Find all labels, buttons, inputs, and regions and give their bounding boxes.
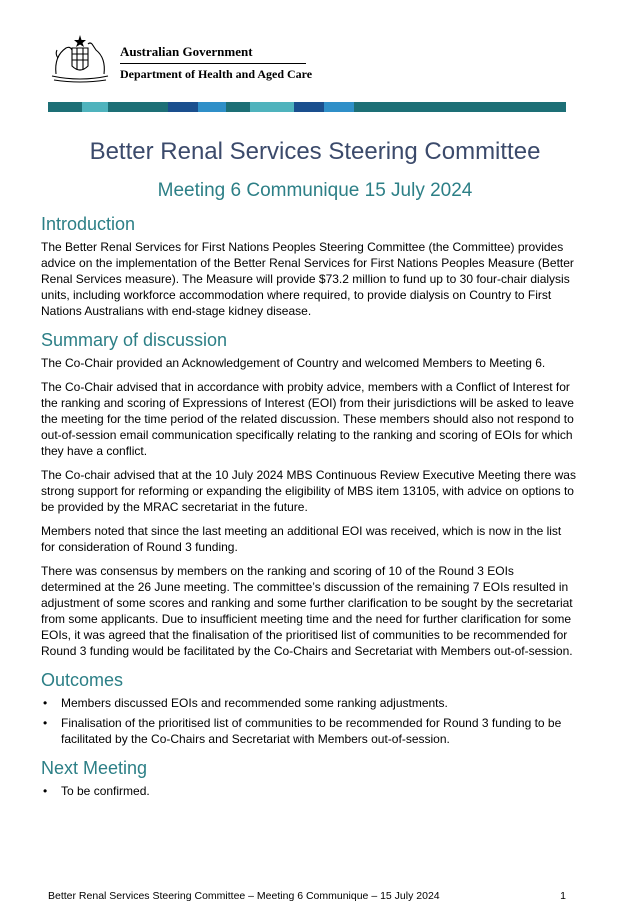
stripe-segment (82, 102, 108, 112)
summary-paragraph: There was consensus by members on the ranking and scoring of 10 of the Round 3 EOIs determined at the 26 June meeting. The committee’s discussion of the remaining 7 EOIs resulted in adjustment of some scores and ranking and some further clarification to be sought by the secretariat from some applicants. Due to insufficient meeting time and the need for further clarification for some EOIs, it was agreed that the finalisation of the prioritised list of communities to be recommended for Round 3 funding would be facilitated by the Co-Chairs and Secretariat with Members out-of-session. (41, 564, 573, 658)
next-meeting-list (41, 783, 576, 799)
page-subtitle: Meeting 6 Communique 15 July 2024 (157, 180, 473, 201)
list-item: • Members discussed EOIs and recommended some ranking adjustments. (41, 695, 576, 711)
stripe-segment (226, 102, 250, 112)
next-meeting-section (41, 757, 576, 799)
summary-section (41, 329, 576, 659)
introduction-heading: Introduction (41, 214, 136, 234)
outcomes-heading: Outcomes (41, 670, 124, 690)
header-divider (120, 63, 306, 64)
stripe-segment (198, 102, 226, 112)
list-item: • To be confirmed. (41, 783, 576, 799)
page-number: 1 (560, 890, 566, 902)
stripe-segment (48, 102, 82, 112)
summary-heading: Summary of discussion (41, 330, 228, 350)
footer-text: Better Renal Services Steering Committee – Meeting 6 Communique – 15 July 2024 (48, 890, 440, 902)
outcomes-section (41, 669, 576, 747)
stripe-segment (168, 102, 198, 112)
stripe-segment (354, 102, 566, 112)
stripe-segment (324, 102, 354, 112)
stripe-segment (294, 102, 324, 112)
outcomes-list (41, 695, 576, 747)
page-footer (48, 889, 566, 903)
introduction-text: The Better Renal Services for First Nations Peoples Steering Committee (the Committee) provides advice on the implementation of the Better Renal Services for First Nations Peoples Measure (Better Renal Services measure). The Measure will provide $73.2 million to fund up to 30 four-chair dialysis units, including workforce accommodation where required, to provide dialysis on Country to First Nations Australians with end-stage kidney disease. (41, 240, 574, 318)
document-body (41, 213, 576, 805)
department-name: Department of Health and Aged Care (120, 67, 313, 81)
stripe-segment (250, 102, 294, 112)
summary-paragraph: The Co-chair advised that at the 10 July 2024 MBS Continuous Review Executive Meeting there was strong support for reforming or expanding the eligibility of MBS item 13105, with advice on options to be provided by the MRAC secretariat in the future. (41, 468, 576, 514)
page-title: Better Renal Services Steering Committee (89, 138, 541, 165)
next-meeting-heading: Next Meeting (41, 758, 148, 778)
summary-paragraph: Members noted that since the last meeting an additional EOI was received, which is now in the list for consideration of Round 3 funding. (41, 524, 562, 554)
summary-paragraph: The Co-Chair provided an Acknowledgement of Country and welcomed Members to Meeting 6. (41, 356, 546, 370)
decorative-stripe (48, 102, 566, 112)
introduction-section (41, 213, 576, 319)
government-name: Australian Government (120, 44, 253, 59)
stripe-segment (108, 102, 168, 112)
summary-paragraph: The Co-Chair advised that in accordance with probity advice, members with a Conflict of Interest for the ranking and scoring of Expressions of Interest (EOI) from their jurisdictions will be asked to leave the meeting for the time period of the related discussion. These members should also not respond to out-of-session email communication specifically relating to the ranking and scoring of EOIs for which they have a conflict. (41, 380, 574, 458)
coat-of-arms-icon (48, 34, 112, 84)
list-item: • Finalisation of the prioritised list of communities to be recommended for Round 3 funding to be facilitated by the Co-Chairs and Secretariat with Members out-of-session. (41, 715, 576, 747)
